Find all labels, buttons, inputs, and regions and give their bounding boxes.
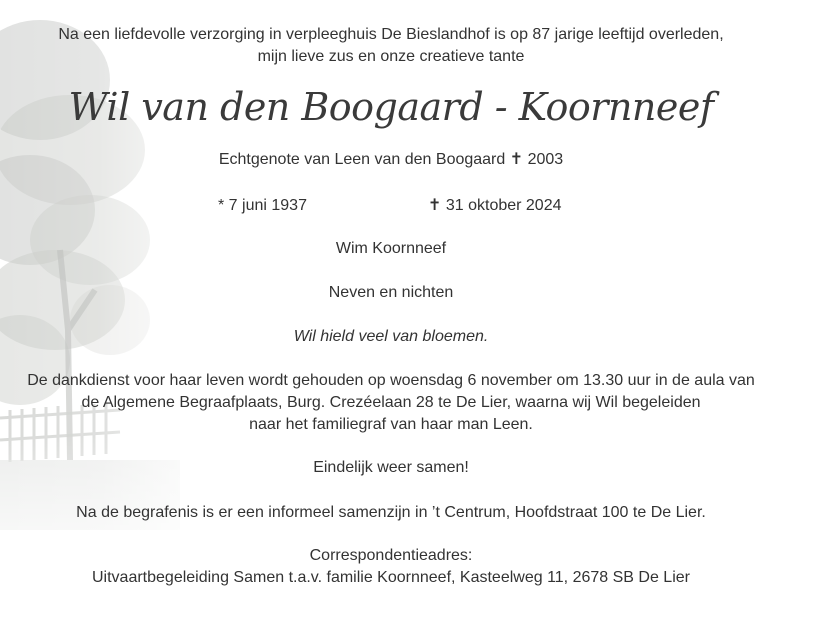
correspondence-address: Uitvaartbegeleiding Samen t.a.v. familie Koornneef, Kasteelweg 11, 2678 SB De Lier [92, 569, 690, 586]
death-date: ✝ 31 oktober 2024 [428, 197, 562, 214]
birth-date: * 7 juni 1937 [218, 197, 307, 214]
correspondence-label: Correspondentieadres: [309, 547, 473, 564]
intro-line-1: Na een liefdevolle verzorging in verpleeghuis De Bieslandhof is op 87 jarige leeftijd overleden, [58, 26, 724, 43]
deceased-name: Wil van den Boogaard - Koornneef [68, 85, 714, 129]
relative-line-1: Wim Koornneef [335, 240, 447, 257]
service-line-1: De dankdienst voor haar leven wordt gehouden op woensdag 6 november om 13.30 uur in de aula van [27, 372, 755, 389]
spouse-line: Echtgenote van Leen van den Boogaard ✝ 2003 [218, 151, 564, 168]
service-line-2: de Algemene Begraafplaats, Burg. Crezéelaan 28 te De Lier, waarna wij Wil begeleiden [81, 394, 701, 411]
service-line-3: naar het familiegraf van haar man Leen. [249, 416, 533, 433]
reception-line: Na de begrafenis is er een informeel samenzijn in ’t Centrum, Hoofdstraat 100 te De Lier. [76, 504, 706, 521]
together-line: Eindelijk weer samen! [313, 459, 469, 476]
intro-line-2: mijn lieve zus en onze creatieve tante [257, 48, 525, 65]
quote: Wil hield veel van bloemen. [293, 328, 489, 345]
relative-line-2: Neven en nichten [328, 284, 454, 301]
